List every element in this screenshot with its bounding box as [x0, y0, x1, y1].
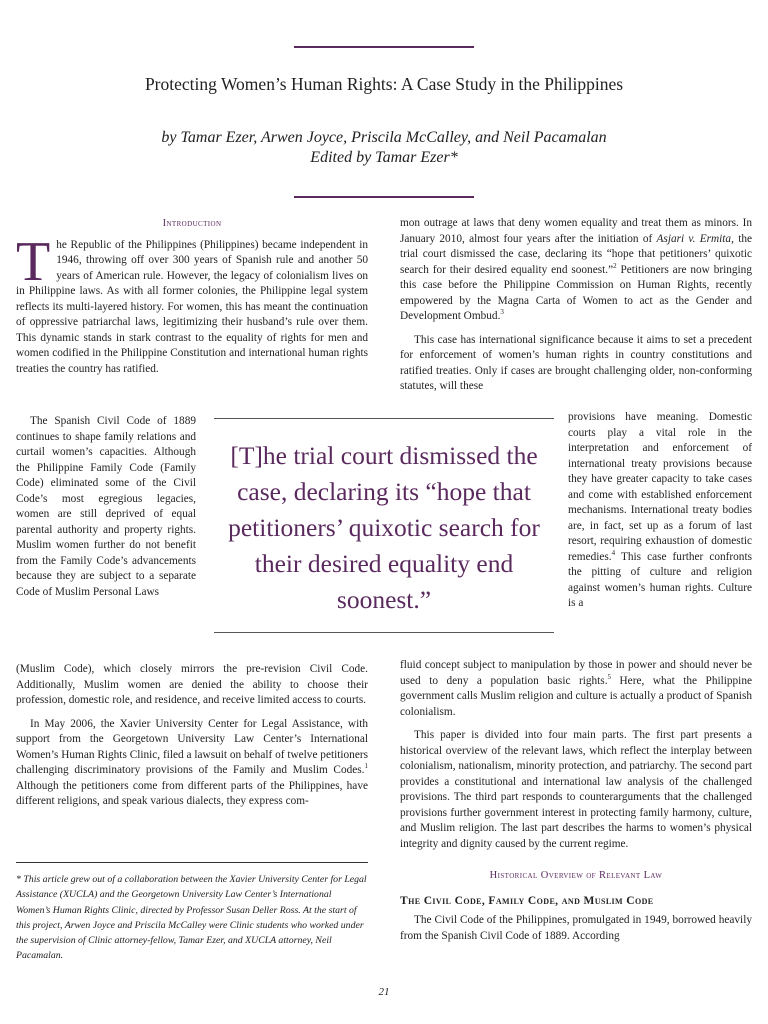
case-name: Asjari v. Ermita — [656, 232, 732, 245]
courts-paragraph: provisions have meaning. Domestic courts play a vital role in the interpretation and enforcement of international treaty provisions because they have greater capacity to take cases and come with established enforcement mechanisms. International treaty bodies are, in fact, set up as a forum of last resort, requiring exhaustion of domestic remedies.$^4$ This case further confronts the pitting of culture and religion against women’s human rights. Culture is a — [568, 411, 752, 609]
left-column-top — [16, 216, 368, 385]
introduction-heading: Introduction — [162, 218, 222, 229]
left-column-narrow — [16, 414, 196, 608]
drop-cap: T — [16, 230, 51, 293]
outrage-paragraph: mon outrage at laws that deny women equality and treat them as minors. In January 2010, almost four years after the initiation of Asjari v. Ermita, the trial court dismissed the case, declaring its “hope that petitioners’ quixotic search for their desired equality end soonest.”$^2$ Petitioners are now bringing this case before the Philippine Commission on Human Rights, recently empowered by the Magna Carta of Women to act as the Gender and Development Ombud.$^3$ — [400, 217, 752, 322]
civil-code-history-paragraph: The Civil Code of the Philippines, promulgated in 1949, borrowed heavily from the Spanish Civil Code of 1889. According — [400, 914, 752, 942]
civil-code-paragraph: The Spanish Civil Code of 1889 continues to shape family relations and curtail women’s capacities. Although the Philippine Family Code (Family Code) eliminated some of the Civil Code’s most egregious legacies, women are still deprived of equal parental authority and property rights. Muslim women further do not benefit from the Family Code’s advancements because they are subject to a separate Code of Muslim Personal Laws — [16, 415, 196, 598]
structure-paragraph: This paper is divided into four main parts. The first part presents a historical overview of the relevant laws, which reflect the interplay between colonialism, nationalism, minority protection, and patriarchy. The second part provides a constitutional and international law analysis of the challenged provisions. The third part responds to counterarguments that the challenged provisions further government interest in protecting family harmony, culture, and Muslim religion. The last part describes the harms to women’s physical integrity and dignity caused by the current regime. — [400, 729, 752, 850]
culture-paragraph: fluid concept subject to manipulation by those in power and should never be used to deny a population basic rights.$^5$ Here, what the Philippine government calls Muslim religion and culture is actually a product of Spanish colonialism. — [400, 659, 752, 718]
muslim-code-paragraph: (Muslim Code), which closely mirrors the pre-revision Civil Code. Additionally, Muslim women are denied the ability to choose their profession, domestic role, and residence, and receive limited access to courts. — [16, 663, 368, 706]
footnote: * This article grew out of a collaboration between the Xavier University Center for Legal Assistance (XUCLA) and the Georgetown University Law Center’s International Women’s Human Rights Clinic, directed by Professor Susan Deller Ross. At the start of this project, Arwen Joyce and Priscila McCalley were Clinic students who worked under the supervision of Clinic attorney-fellow, Tamar Ezer, and XUCLA attorney, Neil Pacamalan. — [16, 874, 367, 962]
right-column-top — [400, 216, 752, 403]
civil-code-subheading: The Civil Code, Family Code, and Muslim Code — [400, 894, 654, 907]
historical-heading: Historical Overview of Relevant Law — [489, 870, 663, 881]
authors-line: by Tamar Ezer, Arwen Joyce, Priscila McCalley, and Neil Pacamalan — [161, 129, 607, 146]
right-column-narrow — [568, 410, 752, 620]
pull-quote-top-rule — [214, 418, 554, 419]
article-title: Protecting Women’s Human Rights: A Case Study in the Philippines — [144, 74, 624, 94]
byline-rule — [294, 196, 474, 198]
footnote-rule — [16, 862, 368, 863]
pull-quote: [T]he trial court dismissed the case, declaring its “hope that petitioners’ quixotic search for their desired equality end soonest.” — [228, 441, 540, 614]
byline — [0, 128, 768, 168]
pull-quote-bottom-rule — [214, 632, 554, 633]
top-rule — [294, 46, 474, 48]
editor-line: Edited by Tamar Ezer* — [310, 149, 458, 166]
page-number: 21 — [378, 986, 390, 998]
left-column-bottom — [16, 662, 368, 818]
lawsuit-paragraph: In May 2006, the Xavier University Center for Legal Assistance, with support from the Georgetown University Law Center’s International Women’s Human Rights Clinic, filed a lawsuit on behalf of twelve petitioners challenging discriminatory provisions of the Family and Muslim Codes.$^1$ Although the petitioners come from different parts of the Philippines, have different religions, and speak various dialects, they express com- — [16, 717, 368, 807]
significance-paragraph: This case has international significance because it aims to set a precedent for enforcement of women’s human rights in country constitutions and ratified treaties. Only if cases are brought challenging older, non-conforming statutes, will these — [400, 333, 752, 392]
intro-paragraph: The Republic of the Philippines (Philippines) became independent in 1946, throwing off over 300 years of Spanish rule and another 50 years of American rule. However, the legacy of colonialism lives on in Philippine laws. As with all former colonies, the Philippine legal system reflects its multi-layered history. For women, this has meant the continuation of oppressive patriarchal laws, legitimizing their husband’s rule over them. This dynamic stands in stark contrast to the equality of rights for men and women codified in the Philippine Constitution and international human rights treaties the country has ratified. — [16, 230, 368, 375]
right-column-bottom — [400, 658, 752, 952]
